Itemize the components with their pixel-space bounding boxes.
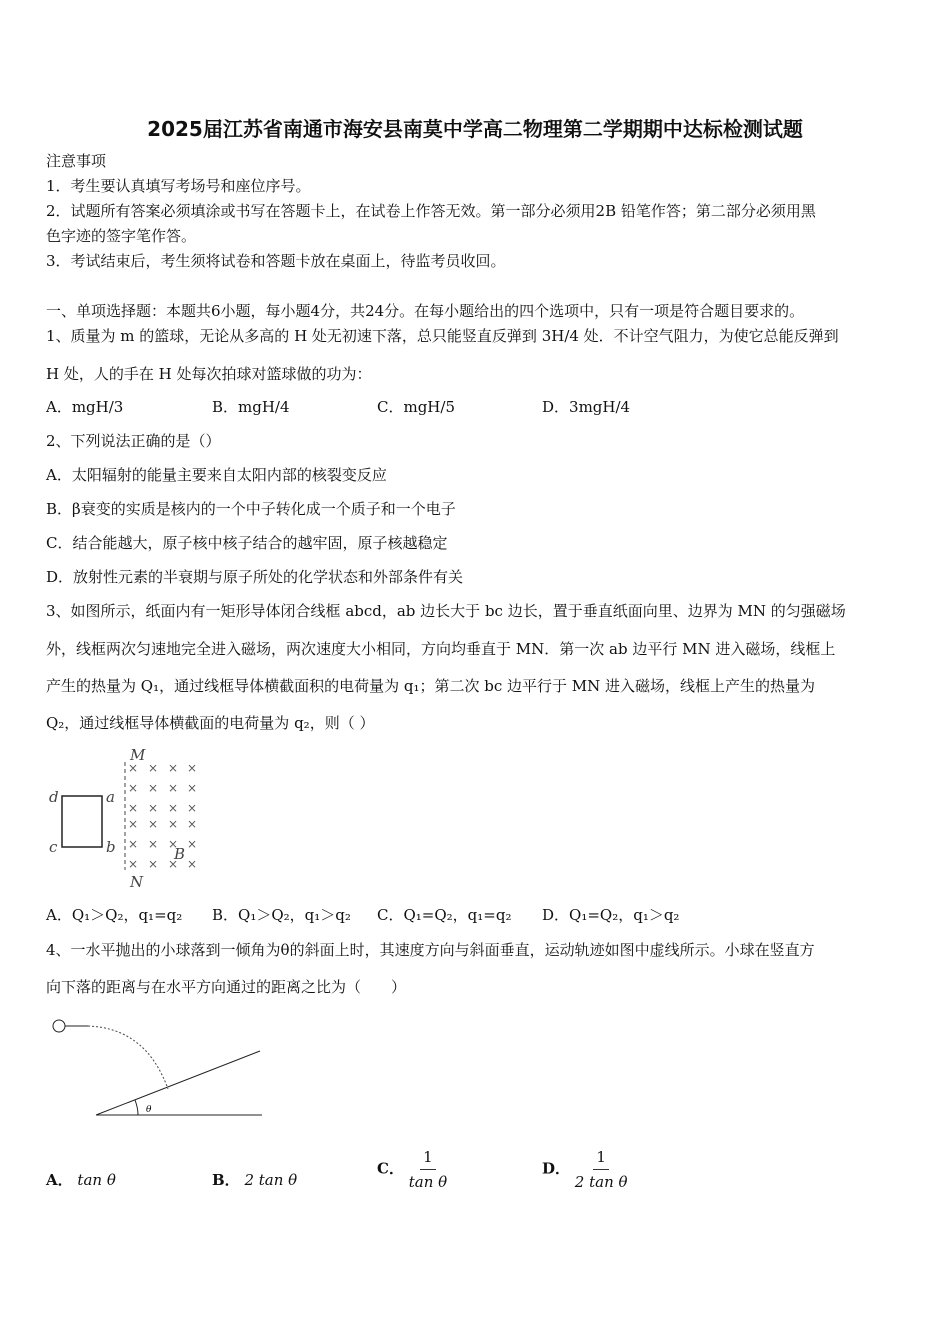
q3-stem: 产生的热量为 Q₁，通过线框导体横截面积的电荷量为 q₁；第二次 bc 边平行于 MN 进入磁场，线框上产生的热量为 <box>46 677 816 695</box>
label-field-b: B <box>174 845 186 863</box>
field-cross-mark: × <box>187 857 198 871</box>
q4-option-a: A． tan θ <box>46 1171 116 1189</box>
q2-option-a: A．太阳辐射的能量主要来自太阳内部的核裂变反应 <box>46 466 387 484</box>
label-c: c <box>49 838 58 856</box>
q3-option-a: A．Q₁＞Q₂，q₁=q₂ <box>46 906 183 924</box>
field-cross-mark: × <box>168 857 179 871</box>
label-b: b <box>106 838 116 856</box>
q4-stem: 向下落的距离与在水平方向通过的距离之比为（ ） <box>46 978 407 996</box>
q4-stem: 4、一水平抛出的小球落到一倾角为θ的斜面上时，其速度方向与斜面垂直，运动轨迹如图中虚线所示。小球在竖直方 <box>46 941 815 959</box>
q1-option-d: D．3mgH/4 <box>542 398 631 416</box>
q3-option-b: B．Q₁＞Q₂，q₁＞q₂ <box>212 906 351 924</box>
q1-option-c: C．mgH/5 <box>377 398 455 416</box>
field-cross-mark: × <box>168 817 179 831</box>
label-theta: θ <box>146 1105 152 1115</box>
field-cross-mark: × <box>128 857 139 871</box>
q3-stem: Q₂，通过线框导体横截面的电荷量为 q₂，则（ ） <box>46 714 375 732</box>
field-cross-mark: × <box>148 857 159 871</box>
field-cross-mark: × <box>168 801 179 815</box>
incline-projectile-figure <box>46 1012 276 1122</box>
field-cross-mark: × <box>128 801 139 815</box>
q1-option-b: B．mgH/4 <box>212 398 290 416</box>
q1-option-a: A．mgH/3 <box>46 398 124 416</box>
magnetic-field-figure <box>44 742 214 892</box>
field-cross-mark: × <box>148 781 159 795</box>
field-cross-mark: × <box>168 761 179 775</box>
field-cross-mark: × <box>187 801 198 815</box>
label-d: d <box>49 788 59 806</box>
notice-item: 1．考生要认真填写考场号和座位序号。 <box>46 177 311 195</box>
q3-stem: 3、如图所示，纸面内有一矩形导体闭合线框 abcd，ab 边长大于 bc 边长，置于垂直纸面向里、边界为 MN 的匀强磁场 <box>46 602 846 620</box>
q4-option-c: C． $\frac{1}{\text{tan θ}}$ <box>377 1145 447 1194</box>
notice-item: 2．试题所有答案必须填涂或书写在答题卡上，在试卷上作答无效。第一部分必须用2B 铅笔作答；第二部分必须用黑 <box>46 202 816 220</box>
page-title: 2025届江苏省南通市海安县南莫中学高二物理第二学期期中达标检测试题 <box>147 117 803 141</box>
q2-stem: 2、下列说法正确的是（） <box>46 432 221 450</box>
notice-heading: 注意事项 <box>46 152 107 170</box>
field-cross-mark: × <box>187 817 198 831</box>
field-cross-mark: × <box>187 837 198 851</box>
field-cross-mark: × <box>168 837 179 851</box>
field-cross-mark: × <box>128 781 139 795</box>
field-cross-mark: × <box>187 781 198 795</box>
field-cross-mark: × <box>148 837 159 851</box>
label-m: M <box>130 746 146 764</box>
q4-option-b: B． 2 tan θ <box>212 1171 298 1189</box>
field-cross-mark: × <box>148 817 159 831</box>
field-cross-mark: × <box>148 801 159 815</box>
q3-option-c: C．Q₁=Q₂，q₁=q₂ <box>377 906 512 924</box>
q1-stem: 1、质量为 m 的篮球，无论从多高的 H 处无初速下落，总只能竖直反弹到 3H/4 处．不计空气阻力，为使它总能反弹到 <box>46 327 839 345</box>
label-n: N <box>130 873 144 891</box>
field-cross-mark: × <box>128 837 139 851</box>
q2-option-c: C．结合能越大，原子核中核子结合的越牢固，原子核越稳定 <box>46 534 448 552</box>
field-cross-mark: × <box>168 781 179 795</box>
q4-option-d: D． $\frac{1}{\text{2 tan θ}}$ <box>542 1145 628 1194</box>
field-cross-mark: × <box>128 817 139 831</box>
field-cross-mark: × <box>148 761 159 775</box>
q2-option-b: B．β衰变的实质是核内的一个中子转化成一个质子和一个电子 <box>46 500 456 518</box>
q3-stem: 外，线框两次匀速地完全进入磁场，两次速度大小相同，方向均垂直于 MN．第一次 ab 边平行 MN 进入磁场，线框上 <box>46 640 836 658</box>
q1-stem: H 处，人的手在 H 处每次拍球对篮球做的功为： <box>46 365 372 383</box>
notice-item: 3．考试结束后，考生须将试卷和答题卡放在桌面上，待监考员收回。 <box>46 252 506 270</box>
notice-item: 色字迹的签字笔作答。 <box>46 227 197 245</box>
section-heading: 一、单项选择题：本题共6小题，每小题4分，共24分。在每小题给出的四个选项中，只有一项是符合题目要求的。 <box>46 302 805 320</box>
q2-option-d: D．放射性元素的半衰期与原子所处的化学状态和外部条件有关 <box>46 568 464 586</box>
label-a: a <box>106 788 115 806</box>
field-cross-mark: × <box>128 761 139 775</box>
field-cross-mark: × <box>187 761 198 775</box>
q3-option-d: D．Q₁=Q₂，q₁＞q₂ <box>542 906 680 924</box>
